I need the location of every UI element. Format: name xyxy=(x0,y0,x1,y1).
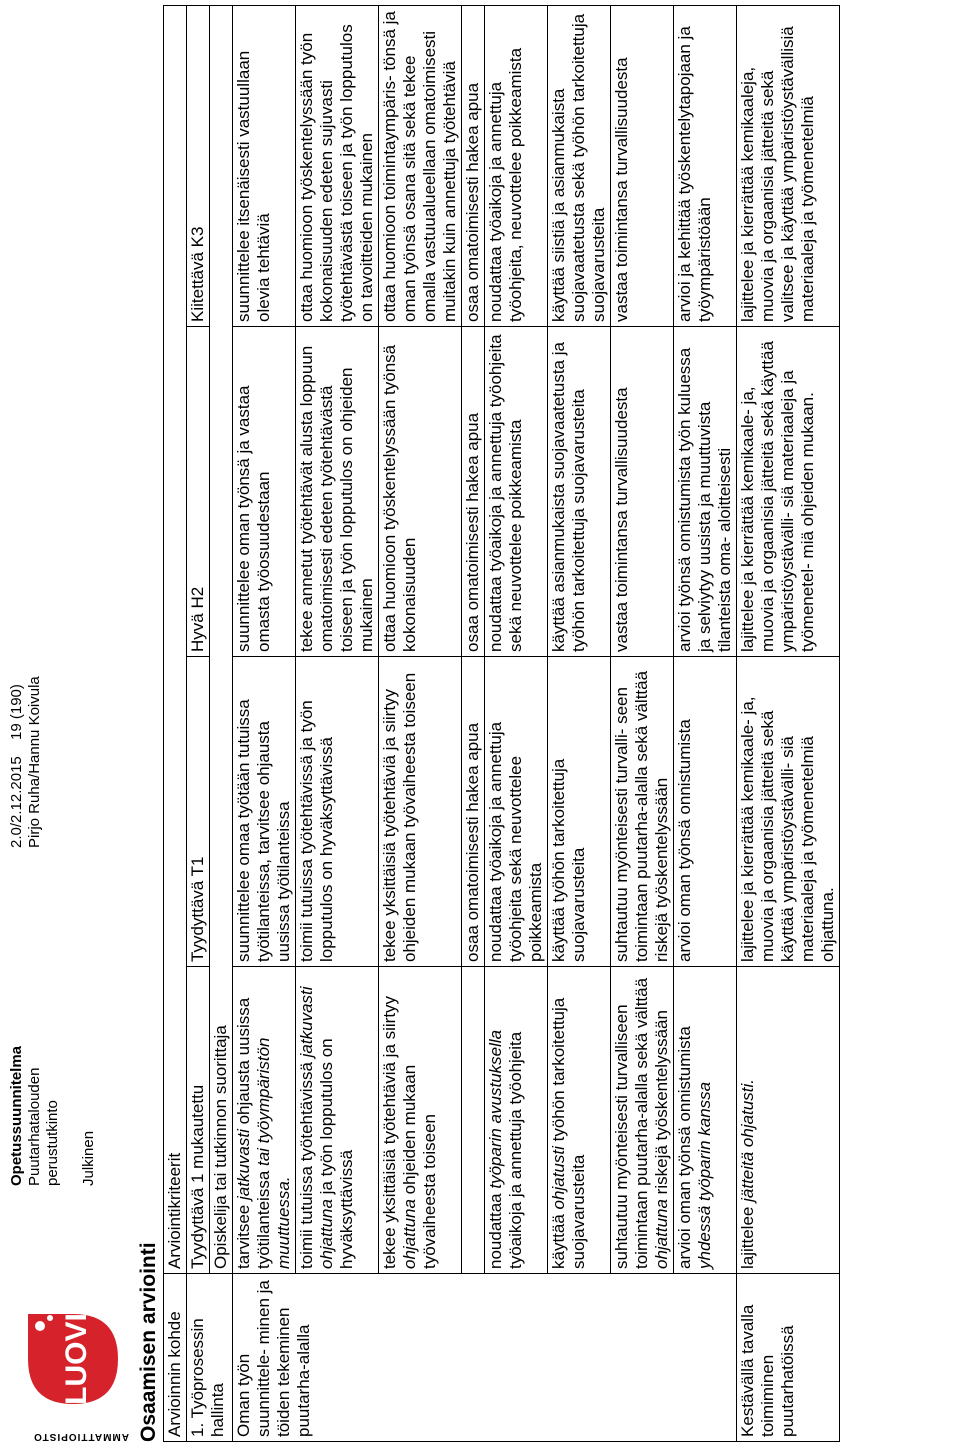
table-cell: tekee annetut työtehtävät alusta loppuun omatoimisesti edeten työtehtävästä toiseen ja työn lopputulos on ohjeiden mukainen xyxy=(296,327,379,657)
version: 2.0/2.12.2015 xyxy=(8,756,25,848)
group-target: Oman työn suunnittele- minen ja töiden tekeminen puutarha-alalla xyxy=(233,1274,737,1442)
table-row xyxy=(164,5,187,1441)
process-cell: 1. Työprosessin hallinta xyxy=(187,1274,233,1442)
table-cell xyxy=(462,967,485,1274)
table-cell: suhtautuu myönteisesti turvalliseen toimintaan puutarha-alalla sekä välttää ohjattuna riskejä työskentelyssään xyxy=(611,967,674,1274)
table-cell: käyttää ohjatusti työhön tarkoitettuja suojavarusteita xyxy=(548,967,611,1274)
table-cell: arvioi oman työnsä onnistumista yhdessä työparin kanssa xyxy=(674,967,737,1274)
table-row xyxy=(233,5,296,1441)
table-cell: lajittelee ja kierrättää kemikaale- ja, muovia ja orgaanisia jätteitä sekä käyttää ympäristöystävälli- siä materiaaleja ja työmenetelmiä ohjattuna. xyxy=(737,657,840,967)
logo-text: LUOVI xyxy=(60,1313,93,1405)
degree-line2: perustutkinto xyxy=(44,1100,61,1186)
table-row xyxy=(548,5,611,1441)
authors: Pirjo Ruha/Hannu Koivula xyxy=(26,676,43,848)
header-target: Arvioinnin kohde xyxy=(164,1274,187,1442)
table-cell: noudattaa työaikoja ja annettuja työohjeita, neuvottelee poikkeamista xyxy=(485,5,548,326)
page-number: 19 (190) xyxy=(8,684,25,740)
group-target: Kestävällä tavalla toimiminen puutarhatöissä xyxy=(737,1274,840,1442)
table-row xyxy=(674,5,737,1441)
table-cell: käyttää asianmukaista suojavaatetusta ja työhön tarkoitettuja suojavarusteita xyxy=(548,327,611,657)
table-row xyxy=(611,5,674,1441)
table-cell: tarvitsee jatkuvasti ohjausta uusissa työtilanteissa tai työympäristön muuttuessa. xyxy=(233,967,296,1274)
table-row xyxy=(296,5,379,1441)
table-cell: tekee yksittäisiä työtehtäviä ja siirtyy ohjattuna ohjeiden mukaan työvaiheesta toiseen xyxy=(379,967,462,1274)
table-cell: osaa omatoimisesti hakea apua xyxy=(462,657,485,967)
table-cell: ottaa huomioon toimintaympäris- tönsä ja oman työnsä osana sitä sekä tekee omalla vastuualueellaan omatoimisesti muitakin kuin annettuja työtehtäviä xyxy=(379,5,462,326)
degree-line1: Puutarhatalouden xyxy=(26,1067,43,1186)
table-row xyxy=(379,5,462,1441)
table-cell: lajittelee jätteitä ohjatusti. xyxy=(737,967,840,1274)
table-cell: noudattaa työaikoja ja annettuja työohjeita sekä neuvottelee poikkeamista xyxy=(485,327,548,657)
table-cell: arvioi oman työnsä onnistumista xyxy=(674,657,737,967)
table-cell: suunnittelee omaa työtään tutuissa työtilanteissa, tarvitsee ohjausta uusissa työtilanteissa xyxy=(233,657,296,967)
table-cell: osaa omatoimisesti hakea apua xyxy=(462,5,485,326)
level-header: Hyvä H2 xyxy=(187,327,210,657)
table-cell: ottaa huomioon työskentelyssään työn kokonaisuuden edeten sujuvasti työtehtävästä toiseen ja työn lopputulos on tavoitteiden mukainen xyxy=(296,5,379,326)
assessment-table xyxy=(163,5,840,1442)
doc-title: Opetussuunnitelma xyxy=(8,1045,25,1186)
table-cell: noudattaa työaikoja ja annettuja työohjeita sekä neuvottelee poikkeamista xyxy=(485,657,548,967)
level-header: Tyydyttävä T1 xyxy=(187,657,210,967)
table-row xyxy=(187,5,210,1441)
table-cell: ottaa huomioon työskentelyssään työnsä kokonaisuuden xyxy=(379,327,462,657)
luovi-logo xyxy=(18,1304,128,1414)
table-cell: suhtautuu myönteisesti turvalli- seen toimintaan puutarha-alalla sekä välttää riskejä työskentelyssään xyxy=(611,657,674,967)
table-cell: toimii tutuissa työtehtävissä jatkuvasti ohjattuna ja työn lopputulos on hyväksyttävissä xyxy=(296,967,379,1274)
table-row xyxy=(737,5,840,1441)
table-cell: vastaa toimintansa turvallisuudesta xyxy=(611,5,674,326)
table-cell: tekee yksittäisiä työtehtäviä ja siirtyy ohjeiden mukaan työvaiheesta toiseen xyxy=(379,657,462,967)
table-cell: käyttää siistiä ja asianmukaista suojavaatetusta sekä työhön tarkoitettuja suojavarusteita xyxy=(548,5,611,326)
table-cell: arvioi työnsä onnistumista työn kuluessa ja selviytyy uusista ja muuttuvista tilanteista oma- aloitteisesti xyxy=(674,327,737,657)
header-criteria: Arviointikriteerit xyxy=(164,5,187,1273)
table-cell: lajittelee ja kierrättää kemikaaleja, muovia ja orgaanisia jätteitä sekä valitsee ja käyttää ympäristöystävällisiä materiaaleja ja työmenetelmiä xyxy=(737,5,840,326)
table-cell: suunnittelee oman työnsä ja vastaa omasta työosuudestaan xyxy=(233,327,296,657)
table-cell: vastaa toimintansa turvallisuudesta xyxy=(611,327,674,657)
table-cell: arvioi ja kehittää työskentelytapojaan ja työympäristöään xyxy=(674,5,737,326)
level-header: Tyydyttävä 1 mukautettu xyxy=(187,967,210,1274)
visibility-label: Julkinen xyxy=(80,1130,97,1186)
table-cell: suunnittelee itsenäisesti vastuullaan olevia tehtäviä xyxy=(233,5,296,326)
level-header: Kiitettävä K3 xyxy=(187,5,210,326)
table-row xyxy=(485,5,548,1441)
performer-cell: Opiskelija tai tutkinnon suorittaja xyxy=(210,5,233,1273)
table-cell: osaa omatoimisesti hakea apua xyxy=(462,327,485,657)
section-title: Osaamisen arviointi xyxy=(137,1242,160,1442)
table-cell: noudattaa työparin avustuksella työaikoja ja annettuja työohjeita xyxy=(485,967,548,1274)
table-cell: käyttää työhön tarkoitettuja suojavarusteita xyxy=(548,657,611,967)
table-row xyxy=(210,5,233,1441)
table-row xyxy=(462,5,485,1441)
table-cell: lajittelee ja kierrättää kemikaale- ja, muovia ja orgaanisia jätteitä sekä käyttää ympäristöystävälli- siä materiaaleja ja työmenetel- miä ohjeiden mukaan. xyxy=(737,327,840,657)
brand-small-text: AMMATTIOPISTO xyxy=(33,1431,129,1442)
table-cell: toimii tutuissa työtehtävissä ja työn lopputulos on hyväksyttävissä xyxy=(296,657,379,967)
